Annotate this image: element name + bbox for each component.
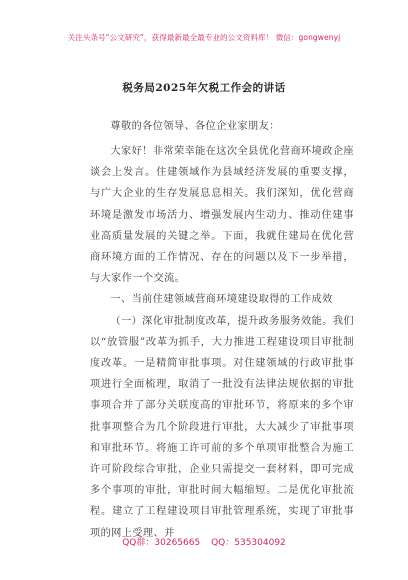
footer-qq: QQ：535304092: [211, 538, 286, 548]
header-banner: 关注头条号“公文研究”，获得最新最全最专业的公文资料库！ 微信：gongwenyj: [67, 33, 341, 42]
document-title: 税务局2025年欠税工作会的讲话: [122, 82, 286, 94]
salutation: 尊敬的各位领导、各位企业家朋友：: [110, 121, 280, 132]
document-body: [90, 116, 354, 137]
footer-qq-group: QQ群：30265665: [122, 538, 201, 548]
section-heading-1: 一、当前住建领域营商环境建设取得的工作成效: [110, 294, 333, 306]
paragraph-1: 大家好！非常荣幸能在这次全县优化营商环境政企座谈会上发言。住建领域作为县域经济发展的重要支撑，与广大企业的生存发展息息相关。我们深知，优化营商环境是激发市场活力、增强发展内生动力、推动住建事业高质量发展的关键之举。下面，我就住建局在优化营商环境方面的工作情况、存在的问题以及下一步举措，与大家作一个交流。: [90, 146, 354, 285]
document-body-main: [90, 141, 354, 544]
footer: [0, 535, 408, 548]
paragraph-2: （一）深化审批制度改革，提升政务服务效能。我们以“放管服”改革为抓手，大力推进工程建设项目审批制度改革。一是精简审批事项。对住建领域的行政审批事项进行全面梳理，取消了一批没有法律法规依据的审批事项合并了部分关联度高的审批环节，将原来的多个审批事项整合为几个阶段进行审批，大大减少了审批事项和审批环节。将施工许可前的多个单项审批整合为施工许可阶段综合审批，企业只需提交一套材料，即可完成多个事项的审批，审批时间大幅缩短。二是优化审批流程。建立了工程建设项目审批管理系统，实现了审批事项的网上受理、并: [90, 315, 354, 539]
